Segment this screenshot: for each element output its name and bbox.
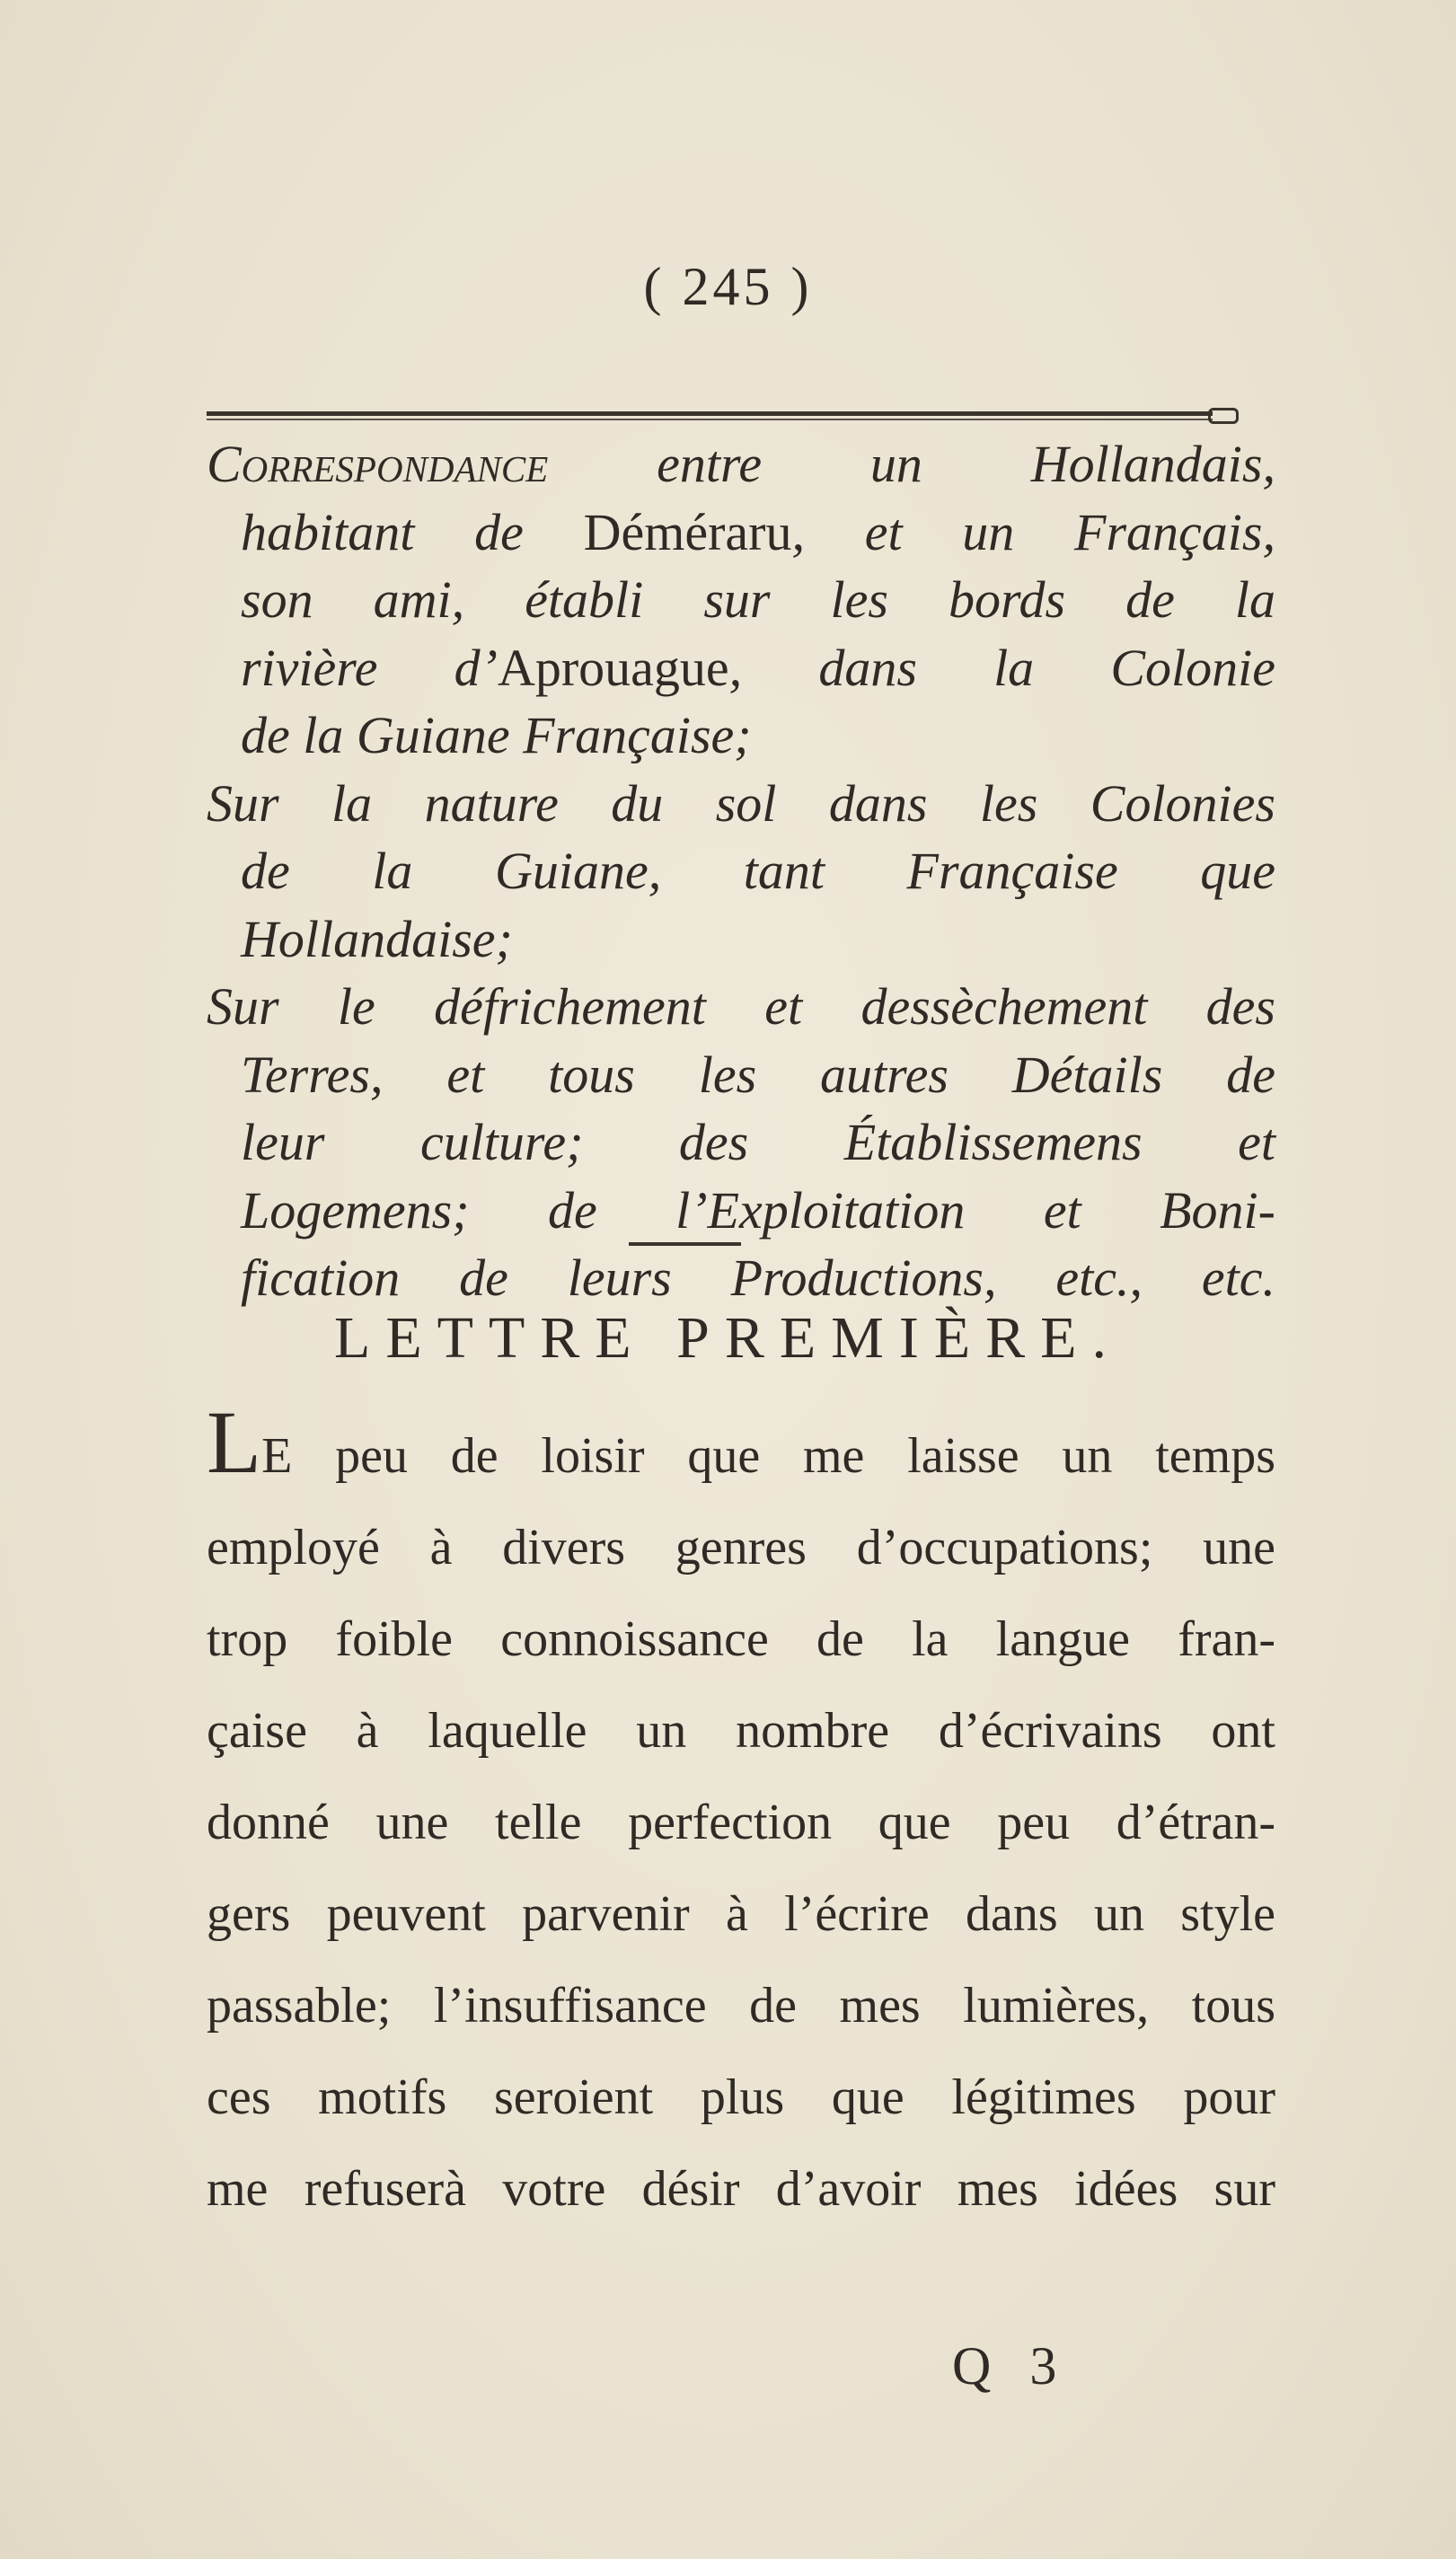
body-line: employé à divers genres d’occupations; une: [207, 1520, 1275, 1575]
heading-line: Logemens; de l’Exploitation et Boni-: [241, 1180, 1275, 1240]
heading-line: rivière d’Aprouague, dans la Colonie: [241, 638, 1276, 697]
heading-line: Sur le défrichement et dessèchement des: [207, 977, 1275, 1036]
heading-line: Correspondance entre un Hollandais,: [207, 435, 1275, 493]
drop-cap: L: [207, 1392, 262, 1492]
heading-line: habitant de Déméraru, et un Français,: [241, 502, 1275, 561]
page-number: ( 245 ): [643, 257, 813, 316]
signature-mark: Q 3: [952, 2336, 1070, 2396]
heading-line: Terres, et tous les autres Détails de: [241, 1045, 1275, 1104]
heading-line: son ami, établi sur les bords de la: [241, 570, 1275, 629]
letter-title: LETTRE PREMIÈRE.: [334, 1305, 1122, 1371]
body-line: çaise à laquelle un nombre d’écrivains ont: [207, 1703, 1275, 1759]
body-line: gers peuvent parvenir à l’écrire dans un style: [207, 1886, 1275, 1942]
body-line: trop foible connoissance de la langue fran-: [207, 1611, 1275, 1667]
heading-line: de la Guiane, tant Française que: [241, 842, 1275, 900]
heading-line: leur culture; des Établissemens et: [241, 1113, 1275, 1171]
section-rule: [629, 1242, 741, 1246]
heading-line: Sur la nature du sol dans les Colonies: [207, 773, 1275, 833]
heading-line: Hollandaise;: [241, 909, 513, 968]
body-line: me refuserà votre désir d’avoir mes idées sur: [207, 2161, 1275, 2217]
heading-line: de la Guiane Française;: [241, 706, 752, 764]
header-rule: [207, 411, 1213, 420]
body-line: ces motifs seroient plus que légitimes pour: [207, 2069, 1275, 2125]
body-line: passable; l’insuffisance de mes lumières, tous: [207, 1978, 1275, 2034]
body-line: LE peu de loisir que me laisse un temps: [207, 1392, 1275, 1492]
heading-line: fication de leurs Productions, etc., etc.: [241, 1249, 1275, 1307]
body-line: donné une telle perfection que peu d’étran-: [207, 1795, 1275, 1850]
